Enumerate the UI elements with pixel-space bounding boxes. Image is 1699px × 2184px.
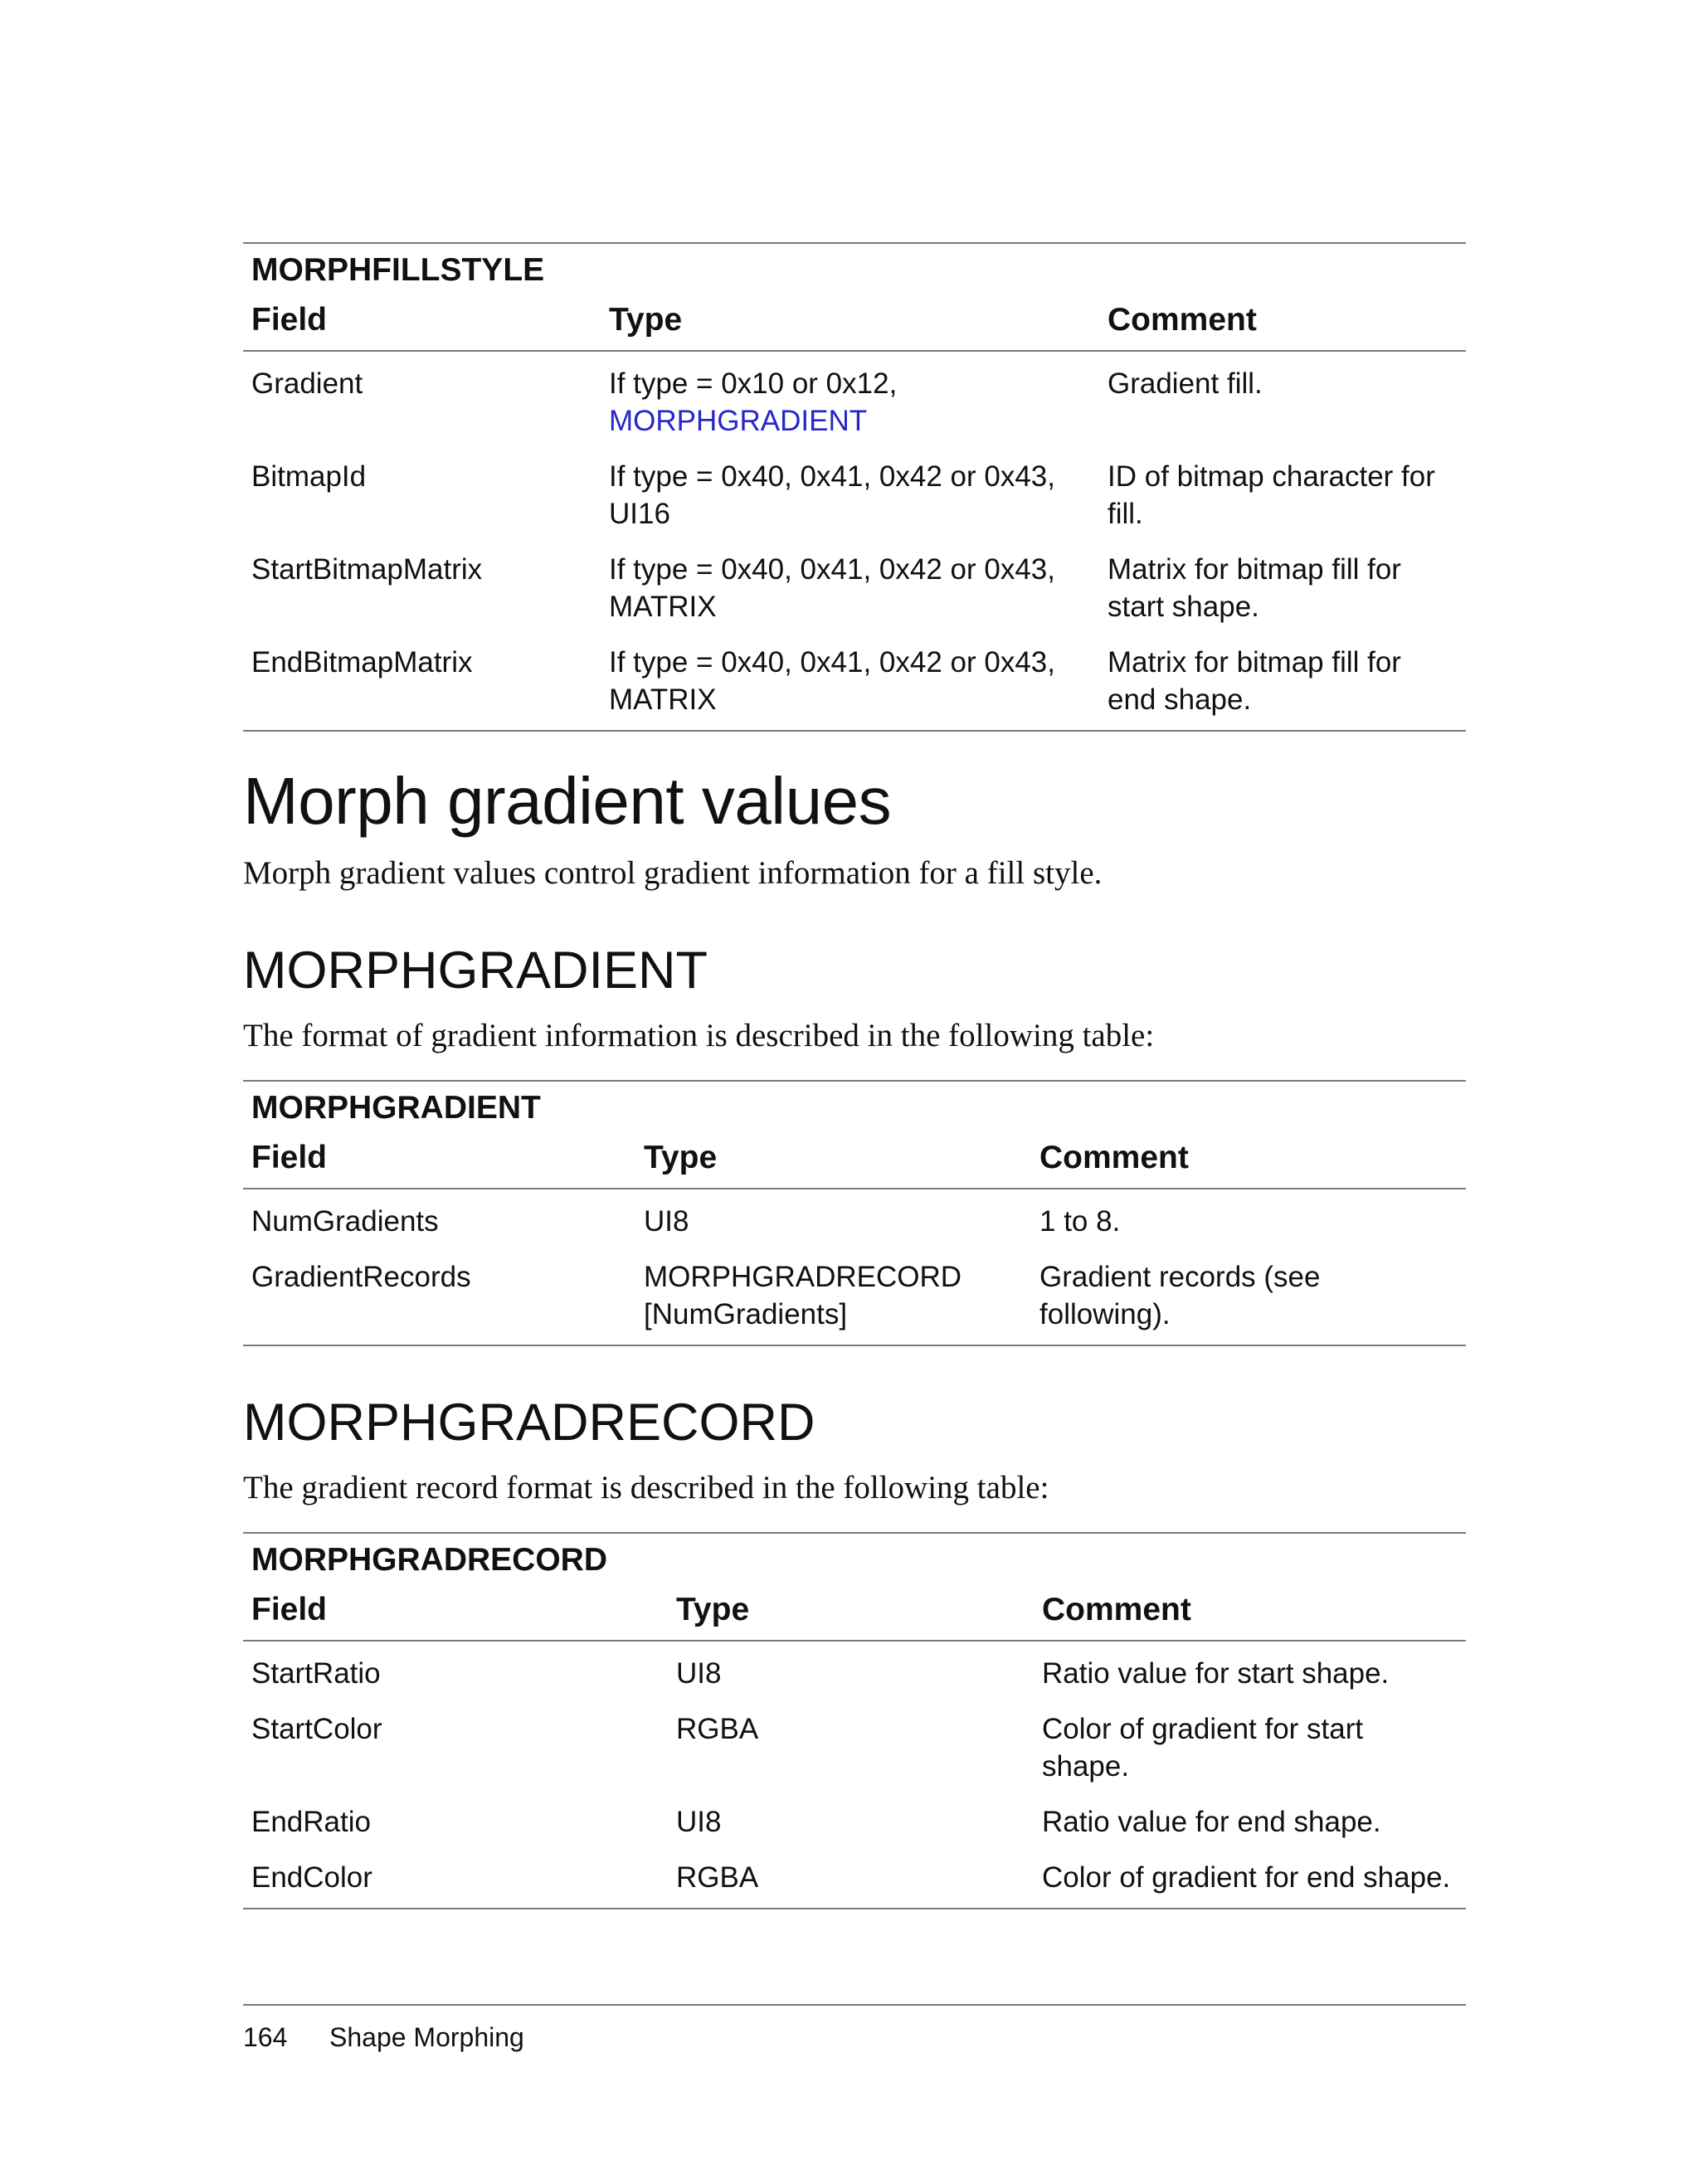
table-title: MORPHGRADRECORD: [251, 1542, 607, 1578]
table-row: [243, 1189, 1466, 1245]
comment-cell: Matrix for bitmap fill for end shape.: [1108, 646, 1401, 716]
comment-cell: Ratio value for end shape.: [1042, 1806, 1381, 1838]
type-condition: If type = 0x10 or 0x12,: [609, 367, 898, 400]
column-header-type: Type: [635, 1131, 1031, 1189]
type-cell: RGBA: [676, 1861, 759, 1894]
table-title: MORPHFILLSTYLE: [251, 252, 545, 288]
column-header-field: Field: [243, 294, 601, 351]
table-row: [243, 537, 1466, 630]
field-cell: EndBitmapMatrix: [251, 646, 473, 679]
table-row: [243, 1245, 1466, 1345]
type-cell: [601, 351, 1099, 445]
field-cell: EndColor: [251, 1861, 372, 1894]
morphfillstyle-table: [243, 242, 1466, 732]
column-header-field: Field: [243, 1583, 668, 1641]
column-header-type: Type: [668, 1583, 1034, 1641]
chapter-name: Shape Morphing: [329, 2022, 524, 2052]
page-footer: [243, 2004, 1466, 2054]
table-row: [243, 351, 1466, 445]
page-number: 164: [243, 2022, 288, 2052]
column-header-comment: Comment: [1031, 1131, 1466, 1189]
field-cell: GradientRecords: [251, 1261, 471, 1293]
section-intro: Morph gradient values control gradient information for a fill style.: [243, 855, 1103, 891]
morphgradrecord-table: [243, 1532, 1466, 1909]
field-cell: NumGradients: [251, 1205, 439, 1238]
type-cell: [601, 445, 1099, 537]
table-row: [243, 1790, 1466, 1846]
type-value: MATRIX: [609, 591, 717, 623]
type-value: MATRIX: [609, 683, 717, 716]
field-cell: BitmapId: [251, 460, 367, 493]
comment-cell: ID of bitmap character for fill.: [1108, 460, 1435, 530]
column-header-type: Type: [601, 294, 1099, 351]
morphgradient-table: [243, 1080, 1466, 1346]
table-row: [243, 1697, 1466, 1790]
comment-cell: Color of gradient for end shape.: [1042, 1861, 1451, 1894]
table-row: [243, 445, 1466, 537]
type-cell: RGBA: [676, 1713, 759, 1745]
section-heading-morphgradient: MORPHGRADIENT: [243, 941, 708, 1000]
type-cell: UI8: [676, 1657, 722, 1690]
column-header-comment: Comment: [1034, 1583, 1466, 1641]
field-cell: StartColor: [251, 1713, 382, 1745]
column-header-field: Field: [243, 1131, 635, 1189]
table-row: [243, 630, 1466, 731]
type-cell: UI8: [676, 1806, 722, 1838]
comment-cell: Color of gradient for start shape.: [1042, 1713, 1364, 1783]
section-heading-morph-gradient-values: Morph gradient values: [243, 764, 892, 838]
type-condition: If type = 0x40, 0x41, 0x42 or 0x43,: [609, 646, 1055, 679]
type-cell: [601, 630, 1099, 731]
comment-cell: Gradient records (see following).: [1039, 1261, 1321, 1330]
type-cell: UI8: [644, 1205, 689, 1238]
field-cell: StartBitmapMatrix: [251, 553, 483, 586]
comment-cell: 1 to 8.: [1039, 1205, 1121, 1238]
section-intro: The format of gradient information is described in the following table:: [243, 1018, 1155, 1053]
type-value: UI16: [609, 498, 670, 530]
type-condition: If type = 0x40, 0x41, 0x42 or 0x43,: [609, 460, 1055, 493]
table-title: MORPHGRADIENT: [251, 1090, 541, 1126]
field-cell: StartRatio: [251, 1657, 381, 1690]
comment-cell: Gradient fill.: [1108, 367, 1263, 400]
morphgradient-link[interactable]: MORPHGRADIENT: [609, 405, 868, 437]
column-header-comment: Comment: [1099, 294, 1466, 351]
type-cell: MORPHGRADRECORD [NumGradients]: [644, 1261, 962, 1330]
comment-cell: Matrix for bitmap fill for start shape.: [1108, 553, 1401, 623]
section-heading-morphgradrecord: MORPHGRADRECORD: [243, 1394, 815, 1452]
comment-cell: Ratio value for start shape.: [1042, 1657, 1390, 1690]
page-content: [243, 242, 1466, 1909]
field-cell: Gradient: [251, 367, 363, 400]
table-row: [243, 1641, 1466, 1697]
type-cell: [601, 537, 1099, 630]
table-row: [243, 1846, 1466, 1909]
type-condition: If type = 0x40, 0x41, 0x42 or 0x43,: [609, 553, 1055, 586]
section-intro: The gradient record format is described in the following table:: [243, 1470, 1049, 1505]
field-cell: EndRatio: [251, 1806, 371, 1838]
